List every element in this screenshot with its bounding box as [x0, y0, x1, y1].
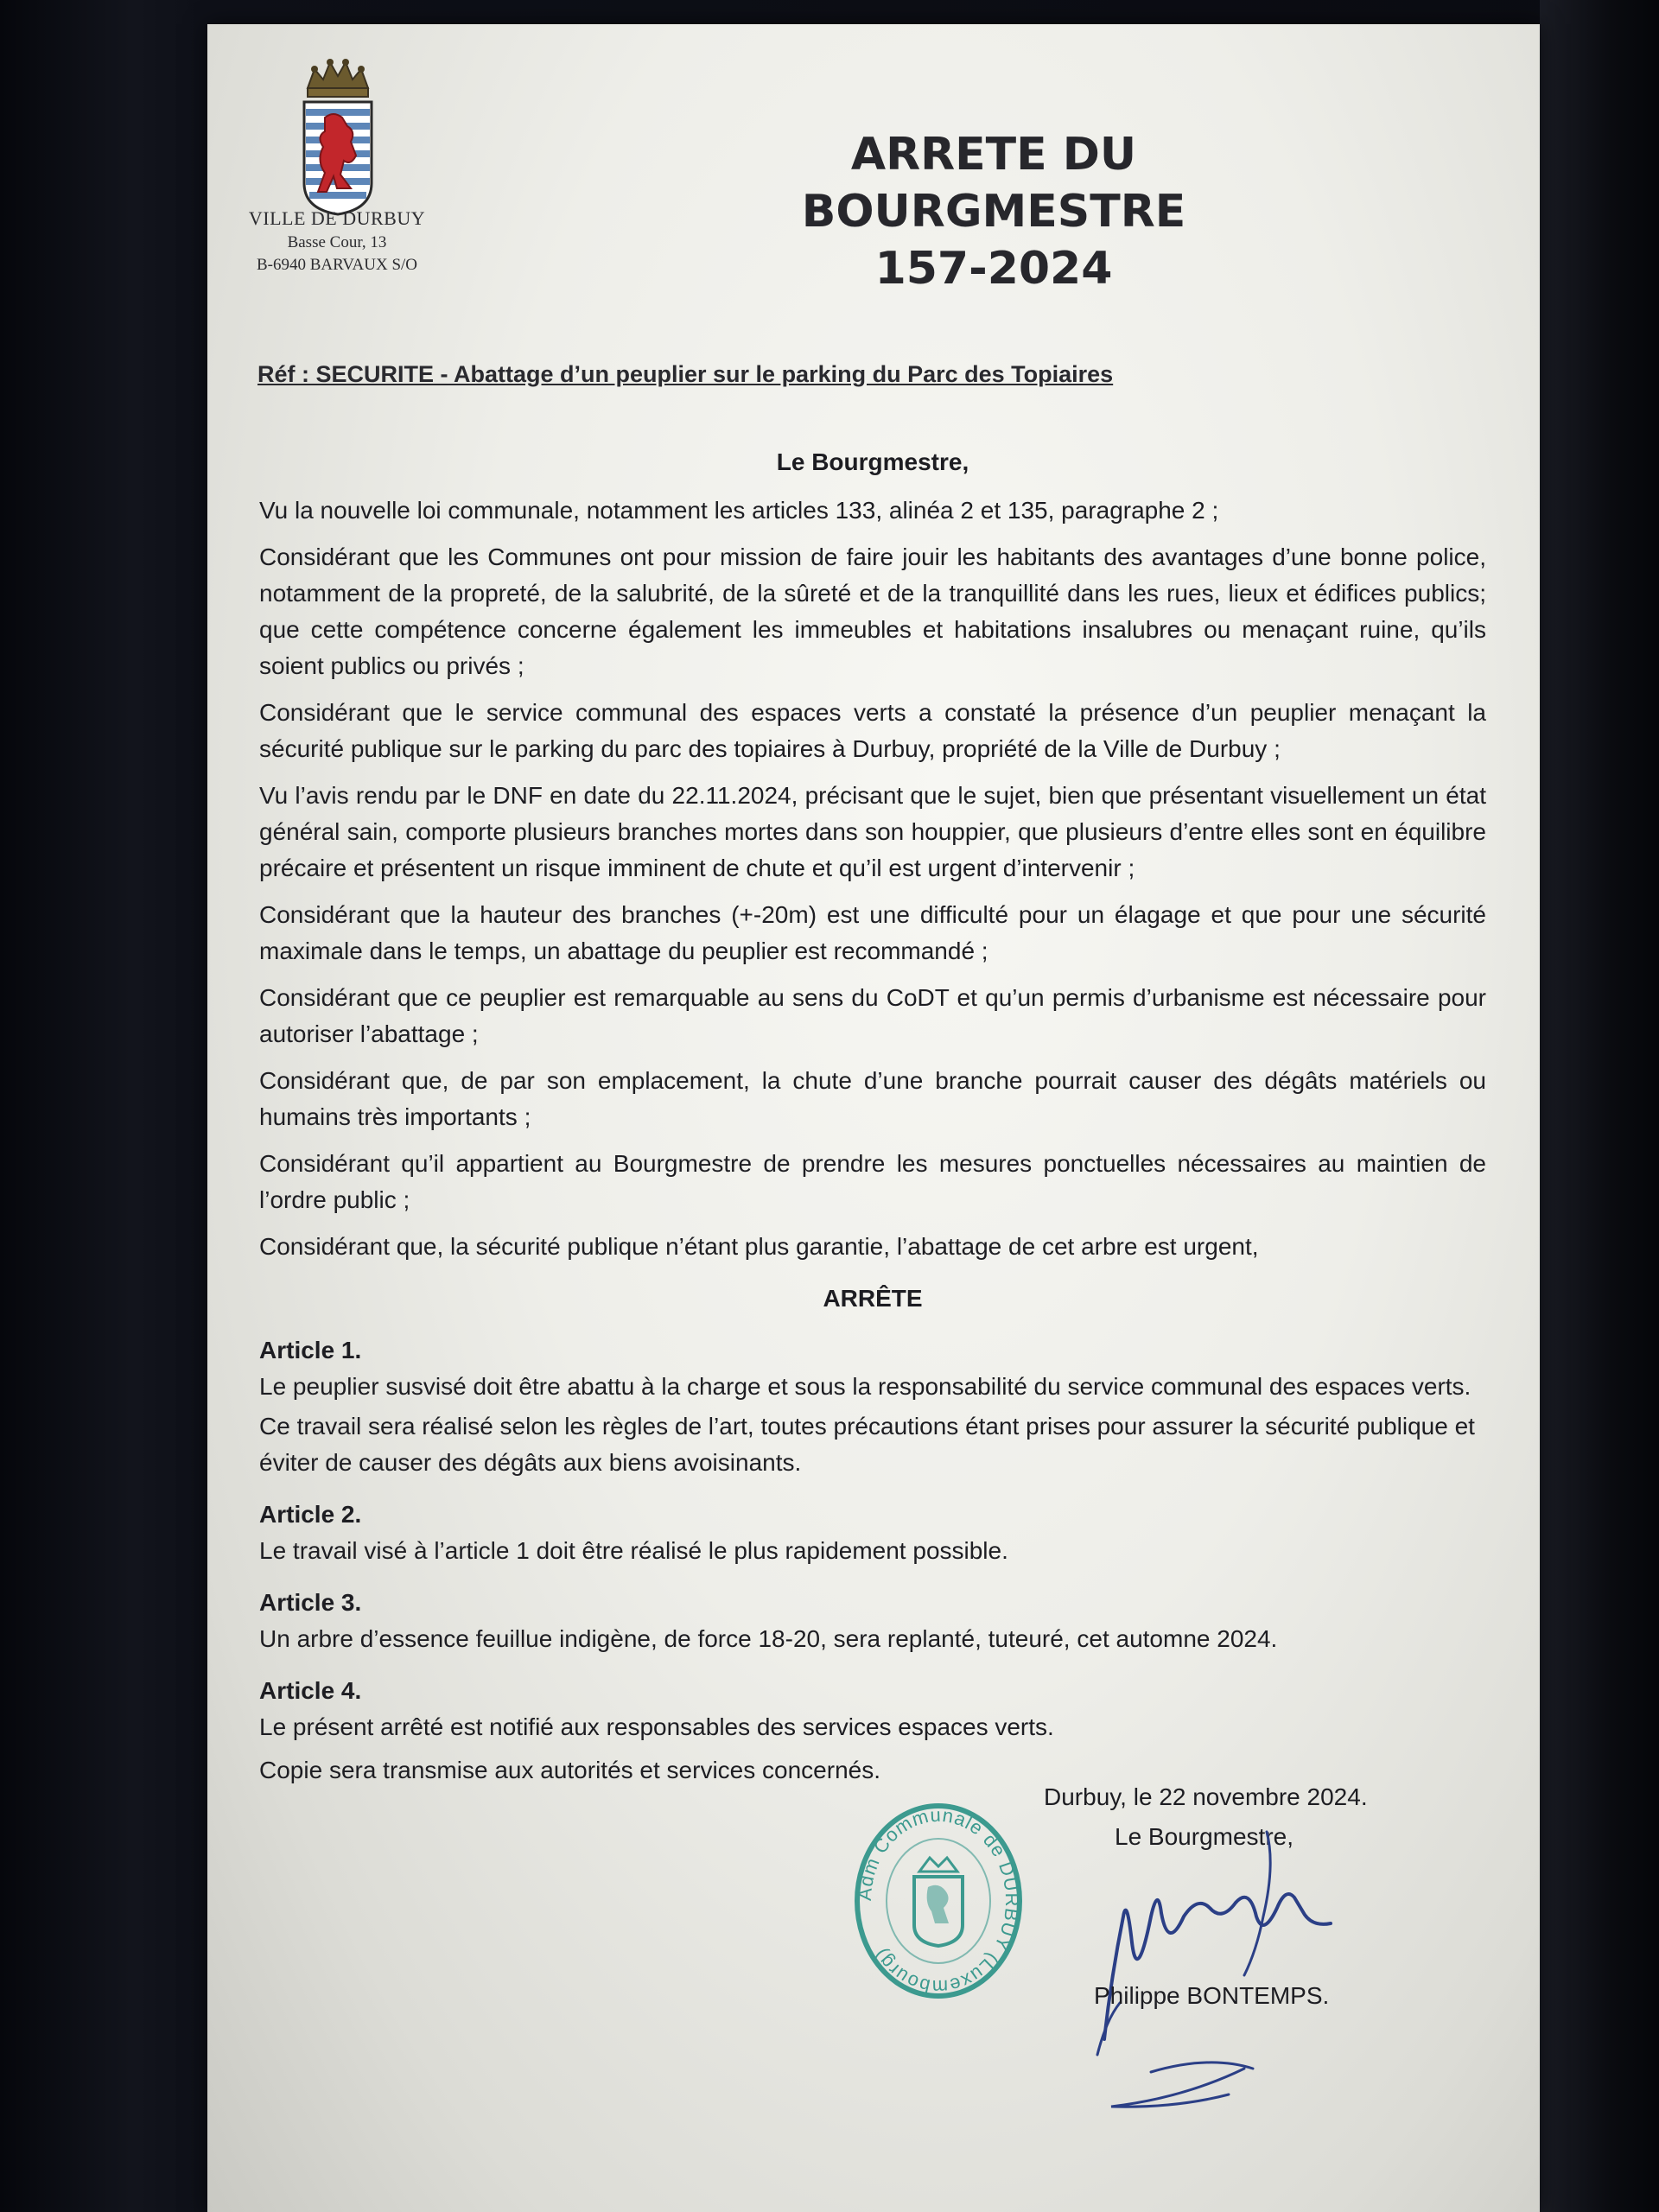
article-4-line: Le présent arrêté est notifié aux responsables des services espaces verts.	[259, 1713, 1054, 1740]
consideration-paragraph: Vu l’avis rendu par le DNF en date du 22.11.2024, précisant que le sujet, bien que présentant visuellement un état général sain, comporte plusieurs branches mortes dans son houppier, que plusieurs d’entre elles sont en équilibre précaire et présentent un risque imminent de chute et qu’il est urgent d’intervenir ;	[259, 782, 1486, 881]
title-line-2: 157-2024	[874, 243, 1113, 295]
title-line-1: ARRETE DU BOURGMESTRE	[801, 129, 1186, 238]
article-3-title: Article 3.	[259, 1589, 362, 1616]
consideration-paragraph: Vu la nouvelle loi communale, notamment les articles 133, alinéa 2 et 135, paragraphe 2 ;	[259, 497, 1219, 524]
article-1-line: Ce travail sera réalisé selon les règles de l’art, toutes précautions étant prises pour assurer la sécurité publique et éviter de causer des dégâts aux biens avoisinants.	[259, 1413, 1475, 1476]
decree-heading: ARRÊTE	[823, 1285, 923, 1312]
handwritten-signature-icon	[1071, 1813, 1382, 2124]
signatory-title: Le Bourgmestre,	[1115, 1823, 1294, 1850]
document-sheet	[207, 24, 1540, 2212]
letterhead-postal: B-6940 BARVAUX S/O	[256, 256, 418, 274]
signature-date: Durbuy, le 22 novembre 2024.	[1044, 1783, 1368, 1810]
letterhead-city: VILLE DE DURBUY	[248, 207, 426, 229]
letterhead-address	[225, 207, 449, 275]
article-3-line: Un arbre d’essence feuillue indigène, de force 18-20, sera replanté, tuteuré, cet automne 2024.	[259, 1625, 1278, 1652]
display-frame-edge	[1540, 0, 1659, 2212]
article-4-title: Article 4.	[259, 1677, 362, 1704]
article-2-title: Article 2.	[259, 1501, 362, 1528]
consideration-paragraph: Considérant qu’il appartient au Bourgmestre de prendre les mesures ponctuelles nécessaires au maintien de l’ordre public ;	[259, 1150, 1486, 1213]
reference-line: Réf : SECURITE - Abattage d’un peuplier sur le parking du Parc des Topiaires	[257, 361, 1114, 387]
coat-of-arms-icon	[299, 54, 377, 218]
document-title	[691, 126, 1296, 297]
article-1-line: Le peuplier susvisé doit être abattu à la charge et sous la responsabilité du service communal des espaces verts.	[259, 1373, 1471, 1400]
letterhead-street: Basse Cour, 13	[287, 233, 387, 251]
article-4-line: Copie sera transmise aux autorités et services concernés.	[259, 1757, 880, 1783]
municipal-seal-icon	[852, 1797, 1025, 2005]
consideration-paragraph: Considérant que les Communes ont pour mission de faire jouir les habitants des avantages d’une bonne police, notamment de la propreté, de la salubrité, de la sûreté et de la tranquillité dans les rues, lieux et édifices publics; que cette compétence concerne également les immeubles et habitations insalubres ou menaçant ruine, qu’ils soient publics ou privés ;	[259, 543, 1486, 679]
consideration-paragraph: Considérant que, de par son emplacement, la chute d’une branche pourrait causer des dégâts matériels ou humains très importants ;	[259, 1067, 1486, 1130]
article-2-line: Le travail visé à l’article 1 doit être réalisé le plus rapidement possible.	[259, 1537, 1008, 1564]
consideration-paragraph: Considérant que le service communal des espaces verts a constaté la présence d’un peuplier menaçant la sécurité publique sur le parking du parc des topiaires à Durbuy, propriété de la Ville de Durbuy ;	[259, 699, 1486, 762]
signatory-name: Philippe BONTEMPS.	[1094, 1982, 1330, 2009]
consideration-paragraph: Considérant que, la sécurité publique n’étant plus garantie, l’abattage de cet arbre est urgent,	[259, 1233, 1259, 1260]
article-1-title: Article 1.	[259, 1337, 362, 1363]
consideration-paragraph: Considérant que la hauteur des branches (+-20m) est une difficulté pour un élagage et que pour une sécurité maximale dans le temps, un abattage du peuplier est recommandé ;	[259, 901, 1486, 964]
consideration-paragraph: Considérant que ce peuplier est remarquable au sens du CoDT et qu’un permis d’urbanisme est nécessaire pour autoriser l’abattage ;	[259, 984, 1486, 1047]
seal-text: Adm Communale de DURBUY (Luxembourg)	[853, 1803, 1024, 1999]
document-body	[259, 444, 1486, 1792]
salutation: Le Bourgmestre,	[776, 448, 969, 475]
